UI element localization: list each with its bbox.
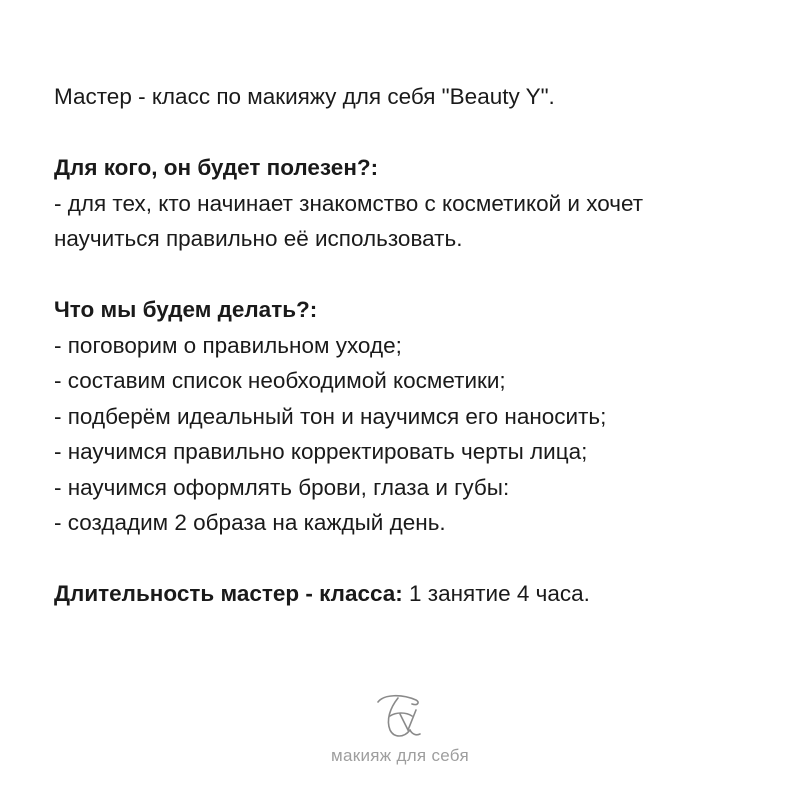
duration-label: Длительность мастер - класса:: [54, 581, 403, 606]
program-item: - научимся оформлять брови, глаза и губы:: [54, 474, 510, 500]
program-heading: Что мы будем делать?:: [54, 297, 318, 322]
monogram-logo-icon: [372, 690, 428, 742]
duration-value: 1 занятие 4 часа.: [402, 581, 590, 606]
audience-line: - для тех, кто начинает знакомство с косметикой и хочет: [54, 190, 644, 216]
program-item: - создадим 2 образа на каждый день.: [54, 510, 446, 535]
footer: [0, 690, 800, 766]
audience-heading: Для кого, он будет полезен?:: [54, 155, 379, 180]
document-body: [54, 79, 754, 612]
program-item: - составим список необходимой косметики;: [54, 368, 506, 393]
program-item: - поговорим о правильном уходе;: [54, 332, 402, 358]
spacer: [54, 115, 754, 151]
duration-line: [54, 576, 754, 612]
intro-text: Мастер - класс по макияжу для себя "Beauty Y".: [54, 84, 555, 109]
spacer: [54, 541, 754, 577]
audience-line: научиться правильно её использовать.: [54, 226, 463, 251]
spacer: [54, 257, 754, 293]
program-item: - научимся правильно корректировать черты лица;: [54, 439, 588, 464]
tagline: макияж для себя: [331, 746, 469, 765]
program-item: - подберём идеальный тон и научимся его наносить;: [54, 403, 607, 429]
